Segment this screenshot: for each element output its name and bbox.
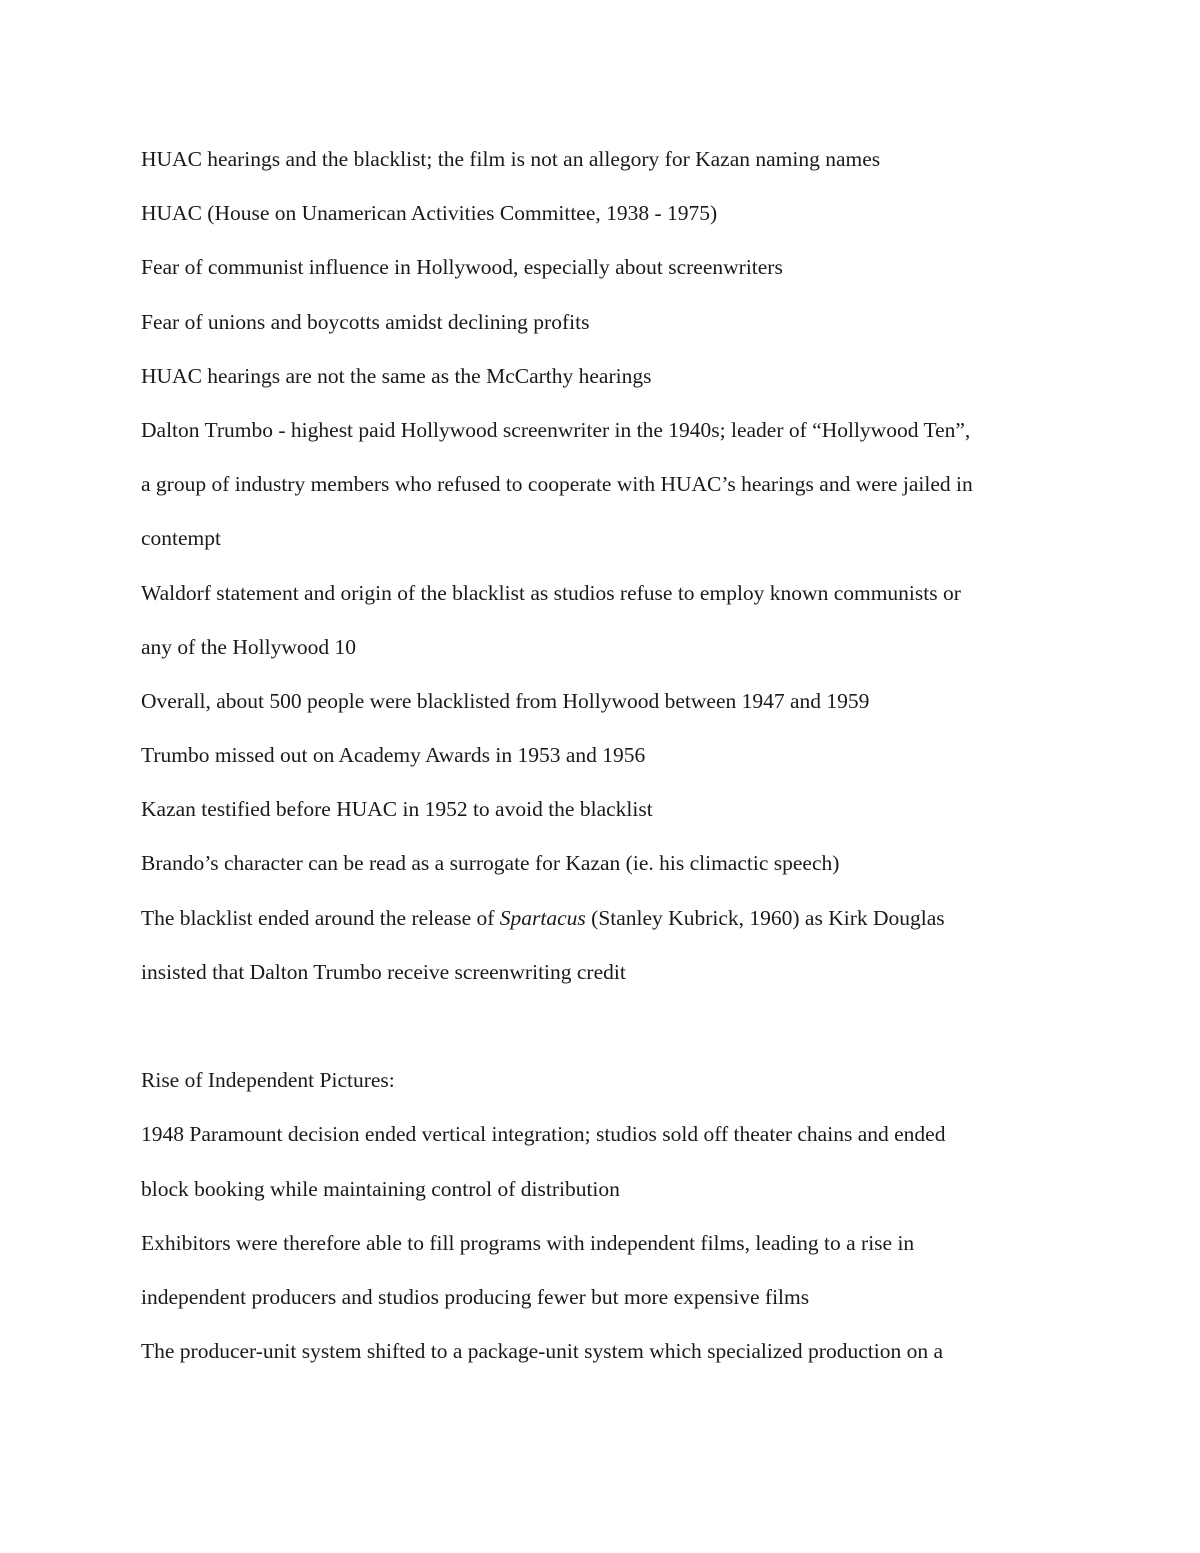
text-line: HUAC hearings are not the same as the McCarthy hearings (141, 363, 652, 388)
text-line: insisted that Dalton Trumbo receive screenwriting credit (141, 959, 626, 984)
text-line: Trumbo missed out on Academy Awards in 1953 and 1956 (141, 743, 646, 768)
text-line: 1948 Paramount decision ended vertical integration; studios sold off theater chains and ended (141, 1122, 946, 1147)
text-line: Kazan testified before HUAC in 1952 to avoid the blacklist (141, 797, 653, 822)
spartacus-line-after: (Stanley Kubrick, 1960) as Kirk Douglas (585, 905, 945, 930)
section-heading: Rise of Independent Pictures: (141, 1068, 395, 1093)
spartacus-line-before: The blacklist ended around the release of (141, 905, 500, 930)
text-line: Brando’s character can be read as a surrogate for Kazan (ie. his climactic speech) (141, 851, 840, 876)
text-line: Fear of unions and boycotts amidst declining profits (141, 309, 590, 334)
text-line: Exhibitors were therefore able to fill programs with independent films, leading to a rise in (141, 1230, 915, 1255)
text-line: Waldorf statement and origin of the blacklist as studios refuse to employ known communists or (141, 580, 961, 605)
text-line: contempt (141, 526, 222, 551)
text-line: independent producers and studios producing fewer but more expensive films (141, 1284, 810, 1309)
paragraph-spacer (141, 999, 1061, 1053)
text-line: block booking while maintaining control of distribution (141, 1176, 620, 1201)
text-line: Dalton Trumbo - highest paid Hollywood screenwriter in the 1940s; leader of “Hollywood Ten”, (141, 417, 971, 442)
text-line: any of the Hollywood 10 (141, 634, 356, 659)
text-line: Fear of communist influence in Hollywood, especially about screenwriters (141, 255, 783, 280)
text-line: HUAC hearings and the blacklist; the film is not an allegory for Kazan naming names (141, 147, 881, 171)
spartacus-line (141, 891, 1061, 945)
text-line: HUAC (House on Unamerican Activities Committee, 1938 - 1975) (141, 201, 718, 226)
text-line: Overall, about 500 people were blacklisted from Hollywood between 1947 and 1959 (141, 688, 870, 713)
film-title-spartacus: Spartacus (499, 905, 586, 930)
text-line: The producer-unit system shifted to a package-unit system which specialized production on a (141, 1339, 943, 1364)
text-line: a group of industry members who refused to cooperate with HUAC’s hearings and were jailed in (141, 472, 973, 497)
document-body (141, 132, 1061, 1378)
